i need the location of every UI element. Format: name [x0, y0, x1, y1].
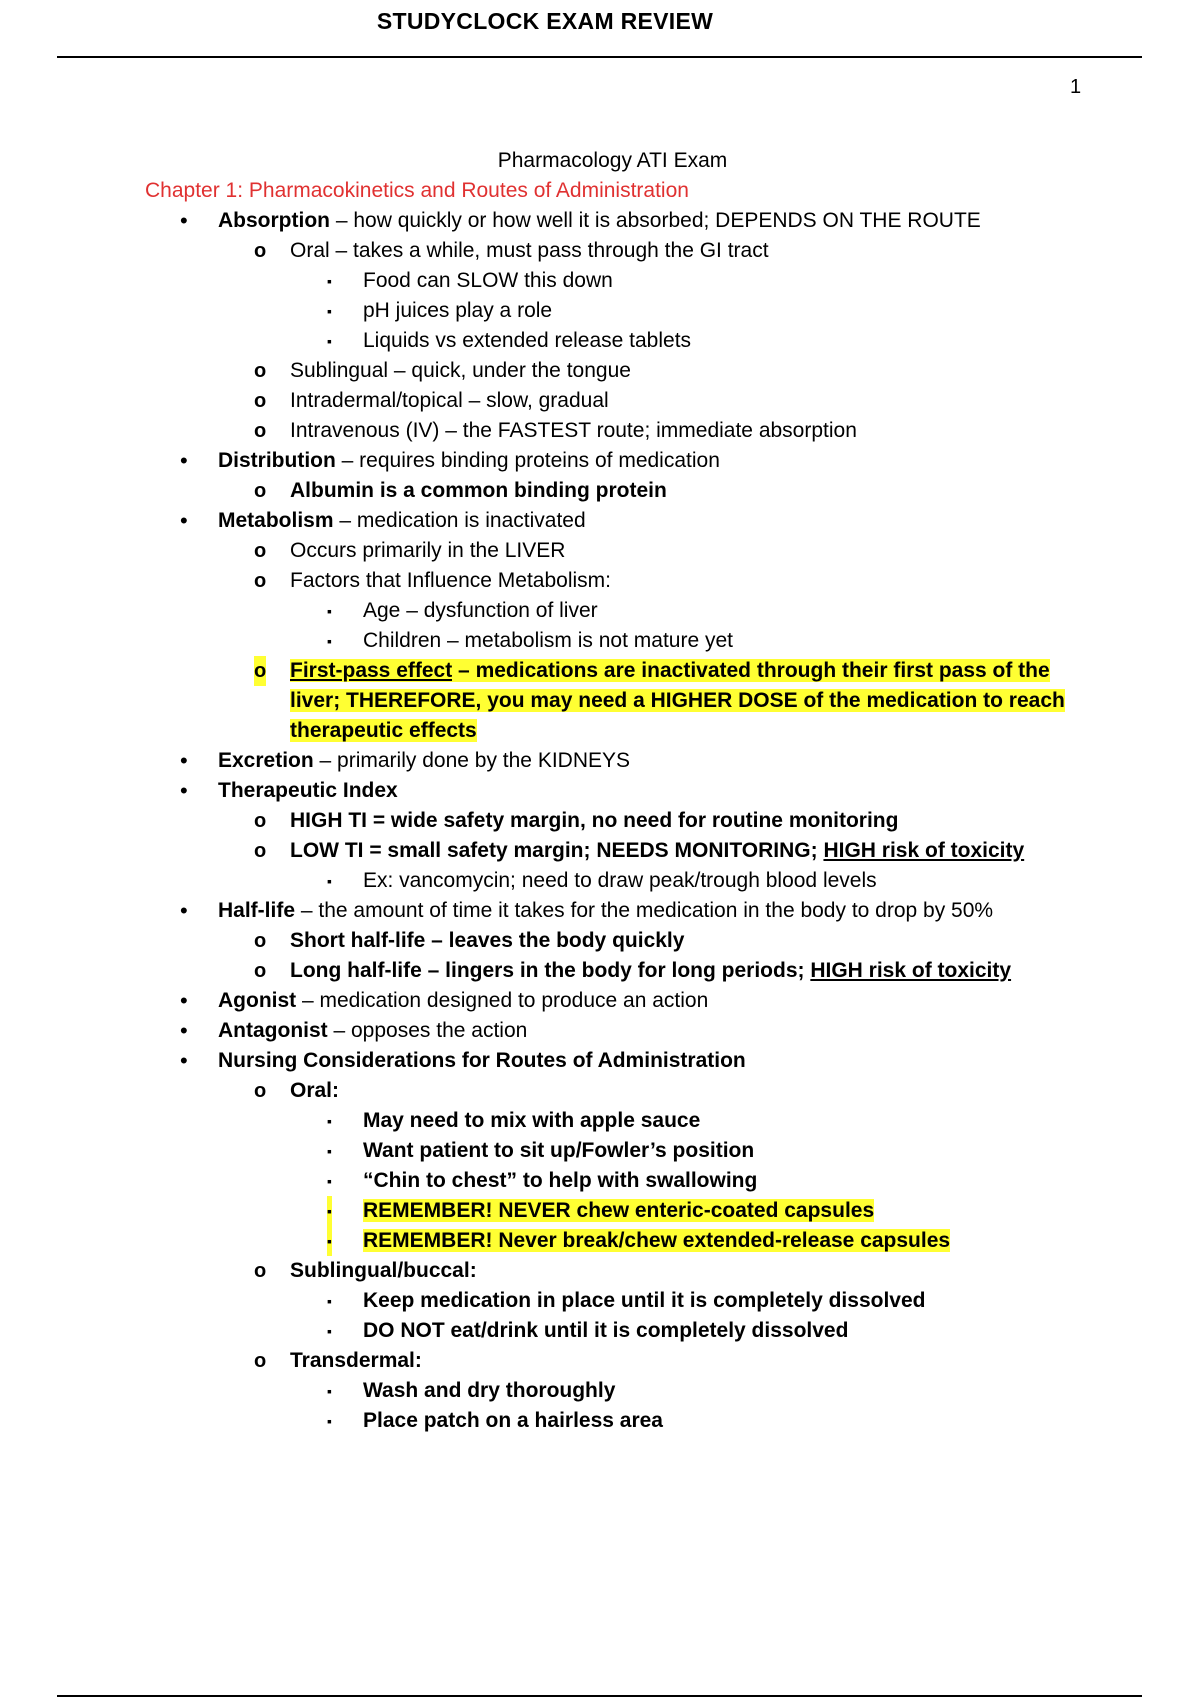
- definition: – medication is inactivated: [333, 509, 586, 532]
- item-text: LOW TI = small safety margin; NEEDS MONITORING;: [290, 839, 824, 862]
- item-text: Ex: vancomycin; need to draw peak/trough blood levels: [363, 869, 877, 892]
- bullet-icon: •: [180, 748, 188, 773]
- term: Distribution: [218, 449, 336, 472]
- list-item: [0, 326, 1200, 356]
- header-rule: [57, 56, 1142, 58]
- document-title: Pharmacology ATI Exam: [497, 149, 728, 172]
- list-item: [0, 206, 1200, 236]
- definition: – opposes the action: [327, 1019, 528, 1042]
- list-item: [0, 956, 1200, 986]
- square-bullet-icon: ▪: [327, 603, 332, 619]
- term: Absorption: [218, 209, 330, 232]
- list-item: [0, 476, 1200, 506]
- item-text: Long half-life – lingers in the body for long periods;: [290, 959, 811, 982]
- circle-bullet-icon: o: [254, 1080, 267, 1102]
- item-text: Factors that Influence Metabolism:: [290, 569, 611, 592]
- bullet-icon: •: [180, 1018, 188, 1043]
- list-item: [0, 506, 1200, 536]
- bullet-icon: •: [180, 208, 188, 233]
- circle-bullet-icon: o: [254, 540, 267, 562]
- definition: – medications are inactivated through their first pass of the: [452, 659, 1050, 682]
- list-item: [0, 1016, 1200, 1046]
- term: Half-life: [218, 899, 296, 922]
- circle-bullet-icon: o: [254, 840, 267, 862]
- list-item: [0, 1166, 1200, 1196]
- list-item: [0, 416, 1200, 446]
- item-text: Short half-life – leaves the body quickly: [290, 929, 685, 952]
- definition: therapeutic effects: [290, 719, 477, 742]
- item-text: Intravenous (IV) – the FASTEST route; immediate absorption: [290, 419, 857, 442]
- item-text: Transdermal:: [290, 1349, 422, 1372]
- list-item: [0, 1136, 1200, 1166]
- square-bullet-icon: ▪: [327, 273, 332, 289]
- item-text: DO NOT eat/drink until it is completely dissolved: [363, 1319, 849, 1342]
- square-bullet-icon: ▪: [327, 1293, 332, 1309]
- circle-bullet-icon: o: [254, 810, 267, 832]
- item-text: Place patch on a hairless area: [363, 1409, 663, 1432]
- item-text: Sublingual/buccal:: [290, 1259, 477, 1282]
- term: Excretion: [218, 749, 314, 772]
- list-item: [0, 446, 1200, 476]
- definition: – the amount of time it takes for the medication in the body to drop by 50%: [295, 899, 994, 922]
- term: First-pass effect: [290, 659, 453, 682]
- square-bullet-icon: ▪: [327, 333, 332, 349]
- list-item: [0, 1256, 1200, 1286]
- highlighted-list-item: [0, 656, 1070, 746]
- bullet-icon: •: [180, 988, 188, 1013]
- circle-bullet-icon: o: [254, 390, 267, 412]
- item-text: Keep medication in place until it is completely dissolved: [363, 1289, 926, 1312]
- page-header-title: STUDYCLOCK EXAM REVIEW: [376, 8, 714, 34]
- circle-bullet-icon: o: [254, 1260, 267, 1282]
- term: Antagonist: [218, 1019, 328, 1042]
- list-item: [0, 296, 1200, 326]
- square-bullet-icon: ▪: [327, 303, 332, 319]
- bullet-icon: •: [180, 778, 188, 803]
- circle-bullet-icon: o: [254, 930, 267, 952]
- item-text: pH juices play a role: [363, 299, 553, 322]
- item-text: Children – metabolism is not mature yet: [363, 629, 733, 652]
- item-text: REMEMBER! NEVER chew enteric-coated capsules: [363, 1199, 875, 1222]
- list-item: [0, 1346, 1200, 1376]
- definition: – medication designed to produce an action: [296, 989, 709, 1012]
- bullet-icon: •: [180, 1048, 188, 1073]
- definition: – how quickly or how well it is absorbed; DEPENDS ON THE ROUTE: [329, 209, 981, 232]
- list-item: [0, 1316, 1200, 1346]
- list-item: [0, 1286, 1200, 1316]
- list-item: [0, 356, 1200, 386]
- item-text: Age – dysfunction of liver: [363, 599, 598, 622]
- square-bullet-icon: ▪: [327, 1113, 332, 1129]
- list-item: [0, 836, 1200, 866]
- item-text: HIGH TI = wide safety margin, no need for routine monitoring: [290, 809, 899, 832]
- square-bullet-icon: ▪: [327, 633, 332, 649]
- list-item: [0, 566, 1200, 596]
- list-item: [0, 1046, 1200, 1076]
- definition: liver; THEREFORE, you may need a HIGHER DOSE of the medication to reach: [290, 689, 1065, 712]
- page-number: 1: [1070, 76, 1082, 98]
- square-bullet-icon: ▪: [327, 1173, 332, 1189]
- term: Agonist: [218, 989, 297, 1012]
- list-item: [0, 776, 1200, 806]
- square-bullet-icon: ▪: [327, 1323, 332, 1339]
- list-item: [0, 1106, 1200, 1136]
- circle-bullet-icon: o: [254, 1350, 267, 1372]
- list-item: [0, 1076, 1200, 1106]
- item-text: Occurs primarily in the LIVER: [290, 539, 566, 562]
- item-text: May need to mix with apple sauce: [363, 1109, 701, 1132]
- term: Therapeutic Index: [218, 779, 398, 802]
- list-item: [0, 536, 1200, 566]
- square-bullet-icon: ▪: [327, 873, 332, 889]
- risk-text: HIGH risk of toxicity: [810, 959, 1012, 982]
- document-body: [0, 146, 1200, 1436]
- circle-bullet-icon: o: [254, 570, 267, 592]
- bullet-icon: •: [180, 508, 188, 533]
- term: Metabolism: [218, 509, 334, 532]
- bullet-icon: •: [180, 898, 188, 923]
- square-bullet-icon: ▪: [327, 1226, 332, 1256]
- list-item: [0, 1376, 1200, 1406]
- list-item: [0, 896, 1200, 926]
- list-item: [0, 866, 1200, 896]
- footer-rule: [57, 1695, 1142, 1697]
- circle-bullet-icon: o: [254, 240, 267, 262]
- square-bullet-icon: ▪: [327, 1196, 332, 1226]
- circle-bullet-icon: o: [254, 960, 267, 982]
- item-text: Food can SLOW this down: [363, 269, 613, 292]
- square-bullet-icon: ▪: [327, 1383, 332, 1399]
- item-text: Oral – takes a while, must pass through the GI tract: [290, 239, 769, 262]
- list-item: [0, 1406, 1200, 1436]
- definition: – requires binding proteins of medication: [335, 449, 720, 472]
- list-item: [0, 926, 1200, 956]
- list-item: [0, 596, 1200, 626]
- bullet-icon: •: [180, 448, 188, 473]
- item-text: “Chin to chest” to help with swallowing: [363, 1169, 758, 1192]
- risk-text: HIGH risk of toxicity: [823, 839, 1025, 862]
- item-text: REMEMBER! Never break/chew extended-release capsules: [363, 1229, 951, 1252]
- square-bullet-icon: ▪: [327, 1413, 332, 1429]
- list-item: [0, 1226, 1200, 1256]
- list-item: [0, 386, 1200, 416]
- list-item: [0, 986, 1200, 1016]
- circle-bullet-icon: o: [254, 360, 267, 382]
- list-item: [0, 746, 1200, 776]
- list-item: [0, 236, 1200, 266]
- list-item: [0, 806, 1200, 836]
- list-item: [0, 626, 1200, 656]
- square-bullet-icon: ▪: [327, 1143, 332, 1159]
- term: Nursing Considerations for Routes of Administration: [218, 1049, 746, 1072]
- item-text: Wash and dry thoroughly: [363, 1379, 616, 1402]
- list-item: [0, 266, 1200, 296]
- list-item: [0, 1196, 1200, 1226]
- item-text: Sublingual – quick, under the tongue: [290, 359, 631, 382]
- item-text: Albumin is a common binding protein: [290, 479, 667, 502]
- item-text: Oral:: [290, 1079, 340, 1102]
- definition: – primarily done by the KIDNEYS: [313, 749, 631, 772]
- item-text: Liquids vs extended release tablets: [363, 329, 692, 352]
- item-text: Want patient to sit up/Fowler’s position: [363, 1139, 755, 1162]
- circle-bullet-icon: o: [254, 420, 267, 442]
- circle-bullet-icon: o: [254, 656, 266, 686]
- chapter-heading: Chapter 1: Pharmacokinetics and Routes of Administration: [145, 179, 689, 202]
- item-text: Intradermal/topical – slow, gradual: [290, 389, 609, 412]
- circle-bullet-icon: o: [254, 480, 267, 502]
